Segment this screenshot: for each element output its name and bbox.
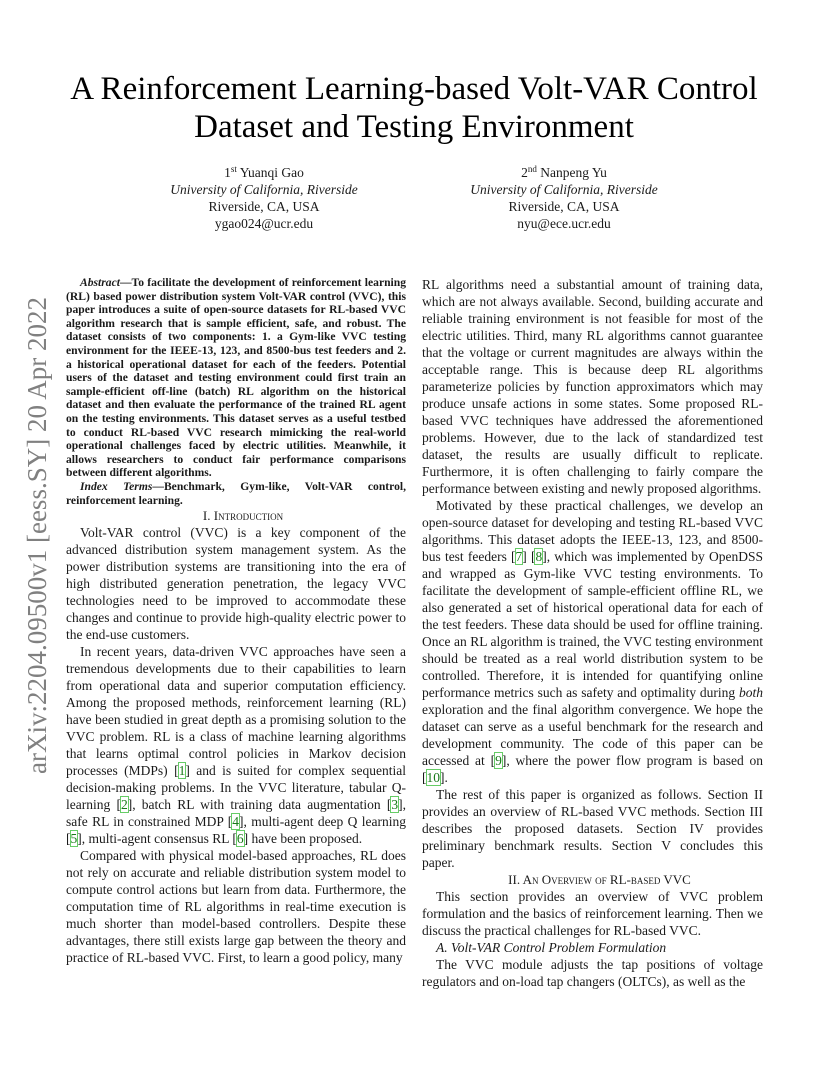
citation-link[interactable]: [ 1 ] [174, 763, 190, 778]
author-email[interactable]: nyu@ece.ucr.edu [517, 216, 611, 231]
author-name: 1st Yuanqi Gao [224, 164, 304, 180]
right-column [422, 276, 763, 990]
citation-link[interactable]: [ 6 ] [232, 831, 248, 846]
intro-paragraph-3-continued: RL algorithms need a substantial amount of training data, which are not always available. Second, building accurate and reliable training environment is not feasible for most of the electric utilities. Third, many RL algorithms cannot guarantee that the voltage or current magnitudes are always within the acceptable range. This is because deep RL algorithms parameterize policies by function approximators which may produce unsafe actions in some states. Some proposed RL-based VVC techniques have addressed the aforementioned problems. However, due to the lack of standardized test dataset, the results are usually difficult to replicate. Furthermore, it is often challenging to fairly compare the performance between existing and newly proposed algorithms. [422, 277, 763, 496]
intro-paragraph-1: Volt-VAR control (VVC) is a key component of the advanced distribution system management system. As the power distribution systems are transitioning into the era of high distributed generation penetration, the legacy VVC technologies need to be improved to accommodate these changes and continue to provide high-quality electric power to the end-use customers. [66, 525, 406, 643]
intro-paragraph-4: Motivated by these practical challenges, we develop an open-source dataset for developing and testing RL-based VVC algorithms. This dataset adopts the IEEE-13, 123, and 8500-bus test feeders [ 7 ] [ 8 ] , which was implemented by OpenDSS and wrapped as Gym-like VVC testing environments. To facilitate the development of sample-efficient offline RL, we also generated a set of historical operational data for each of the test feeders. These data should be used for offline training. Once an RL algorithm is trained, the VVC testing environment should be treated as a real world distribution system to be controlled. Therefore, it is intended for quantifying online performance metrics such as safety and optimality during both exploration and the final algorithm convergence. We hope the dataset can serve as a useful benchmark for the research and development community. The code of this paper can be accessed at [ 9 ] , where the power flow program is based on [ 10 ] . [422, 497, 763, 786]
section-heading-introduction: I. Introduction [202, 508, 284, 524]
author-location: Riverside, CA, USA [208, 199, 320, 214]
intro-paragraph-2: In recent years, data-driven VVC approaches have seen a tremendous developments due to their capabilities to learn from operational data and superior computation efficiency. Among the proposed methods, reinforcement learning (RL) have been studied in great depth as a promising solution to the VVC problem. RL is a class of machine learning algorithms that learns optimal control policies in Markov decision processes (MDPs) [ 1 ] and is suited for complex sequential decision-making problems. In the VVC literature, tabular Q-learning [ 2 ] , batch RL with training data augmentation [ 3 ] , safe RL in constrained MDP [ 4 ] , multi-agent deep Q learning [ 5 ] , multi-agent consensus RL [ 6 ] have been proposed. [66, 643, 406, 847]
title-line-1: A Reinforcement Learning-based Volt-VAR Control [70, 71, 758, 107]
author-email[interactable]: ygao024@ucr.edu [214, 216, 314, 231]
arxiv-identifier-stamp: arXiv:2204.09500v1 [eess.SY] 20 Apr 2022 [22, 297, 52, 774]
citation-link[interactable]: [ 8 ] [531, 549, 547, 564]
author-location: Riverside, CA, USA [508, 199, 620, 214]
citation-link[interactable]: [ 10 ] [422, 770, 445, 785]
citation-link[interactable]: [ 2 ] [116, 797, 132, 812]
vvc-formulation-paragraph-1: The VVC module adjusts the tap positions of voltage regulators and on-load tap changers (OLTCs), as well as the [422, 957, 763, 989]
paper-title [40, 70, 788, 146]
citation-link[interactable]: [ 7 ] [511, 549, 527, 564]
author-block-1 [114, 164, 414, 232]
intro-paragraph-5: The rest of this paper is organized as follows. Section II provides an overview of RL-based VVC methods. Section III describes the proposed datasets. Section IV provides preliminary benchmark results. Section V concludes this paper. [422, 787, 763, 870]
section-heading-overview: II. An Overview of RL-based VVC [508, 872, 691, 887]
intro-paragraph-3: Compared with physical model-based approaches, RL does not rely on accurate and reliable distribution system model to compute control actions but learn from data. Furthermore, the computation time of RL algorithms in real-time execution is much shorter than model-based controllers. Despite these advantages, there still exists large gap between the theory and practice of RL-based VVC. First, to learn a good policy, many [66, 848, 406, 966]
left-column [66, 276, 406, 966]
title-line-2: Dataset and Testing Environment [194, 109, 634, 145]
subsection-heading-vvc-formulation: A. Volt-VAR Control Problem Formulation [436, 940, 667, 955]
author-affiliation: University of California, Riverside [170, 182, 358, 197]
author-block-2 [414, 164, 714, 232]
author-affiliation: University of California, Riverside [470, 182, 658, 197]
overview-paragraph-1: This section provides an overview of VVC problem formulation and the basics of reinforcement learning. Then we discuss the practical challenges for RL-based VVC. [422, 889, 763, 938]
citation-link[interactable]: [ 5 ] [66, 831, 82, 846]
author-name: 2nd Nanpeng Yu [521, 164, 607, 180]
abstract: Abstract—To facilitate the development of reinforcement learning (RL) based power distribution system Volt-VAR control (VVC), this paper introduces a suite of open-source datasets for RL-based VVC algorithm research that is sample efficient, safe, and robust. The dataset consists of two components: 1. a Gym-like VVC testing environment for the IEEE-13, 123, and 8500-bus test feeders and 2. a historical operational dataset for each of the feeders. Potential users of the dataset and testing environment could first train an sample-efficient off-line (batch) RL algorithm on the historical dataset and then evaluate the performance of the trained RL agent on the testing environments. This dataset serves as a useful testbed to conduct RL-based VVC research mimicking the real-world operational challenges faced by electric utilities. Meanwhile, it allows researchers to conduct fair performance comparisons between different algorithms. [66, 276, 406, 480]
index-terms: Index Terms—Benchmark, Gym-like, Volt-VAR control, reinforcement learning. [66, 479, 406, 507]
citation-link[interactable]: [ 9 ] [491, 753, 507, 768]
citation-link[interactable]: [ 4 ] [228, 814, 244, 829]
citation-link[interactable]: [ 3 ] [387, 797, 403, 812]
